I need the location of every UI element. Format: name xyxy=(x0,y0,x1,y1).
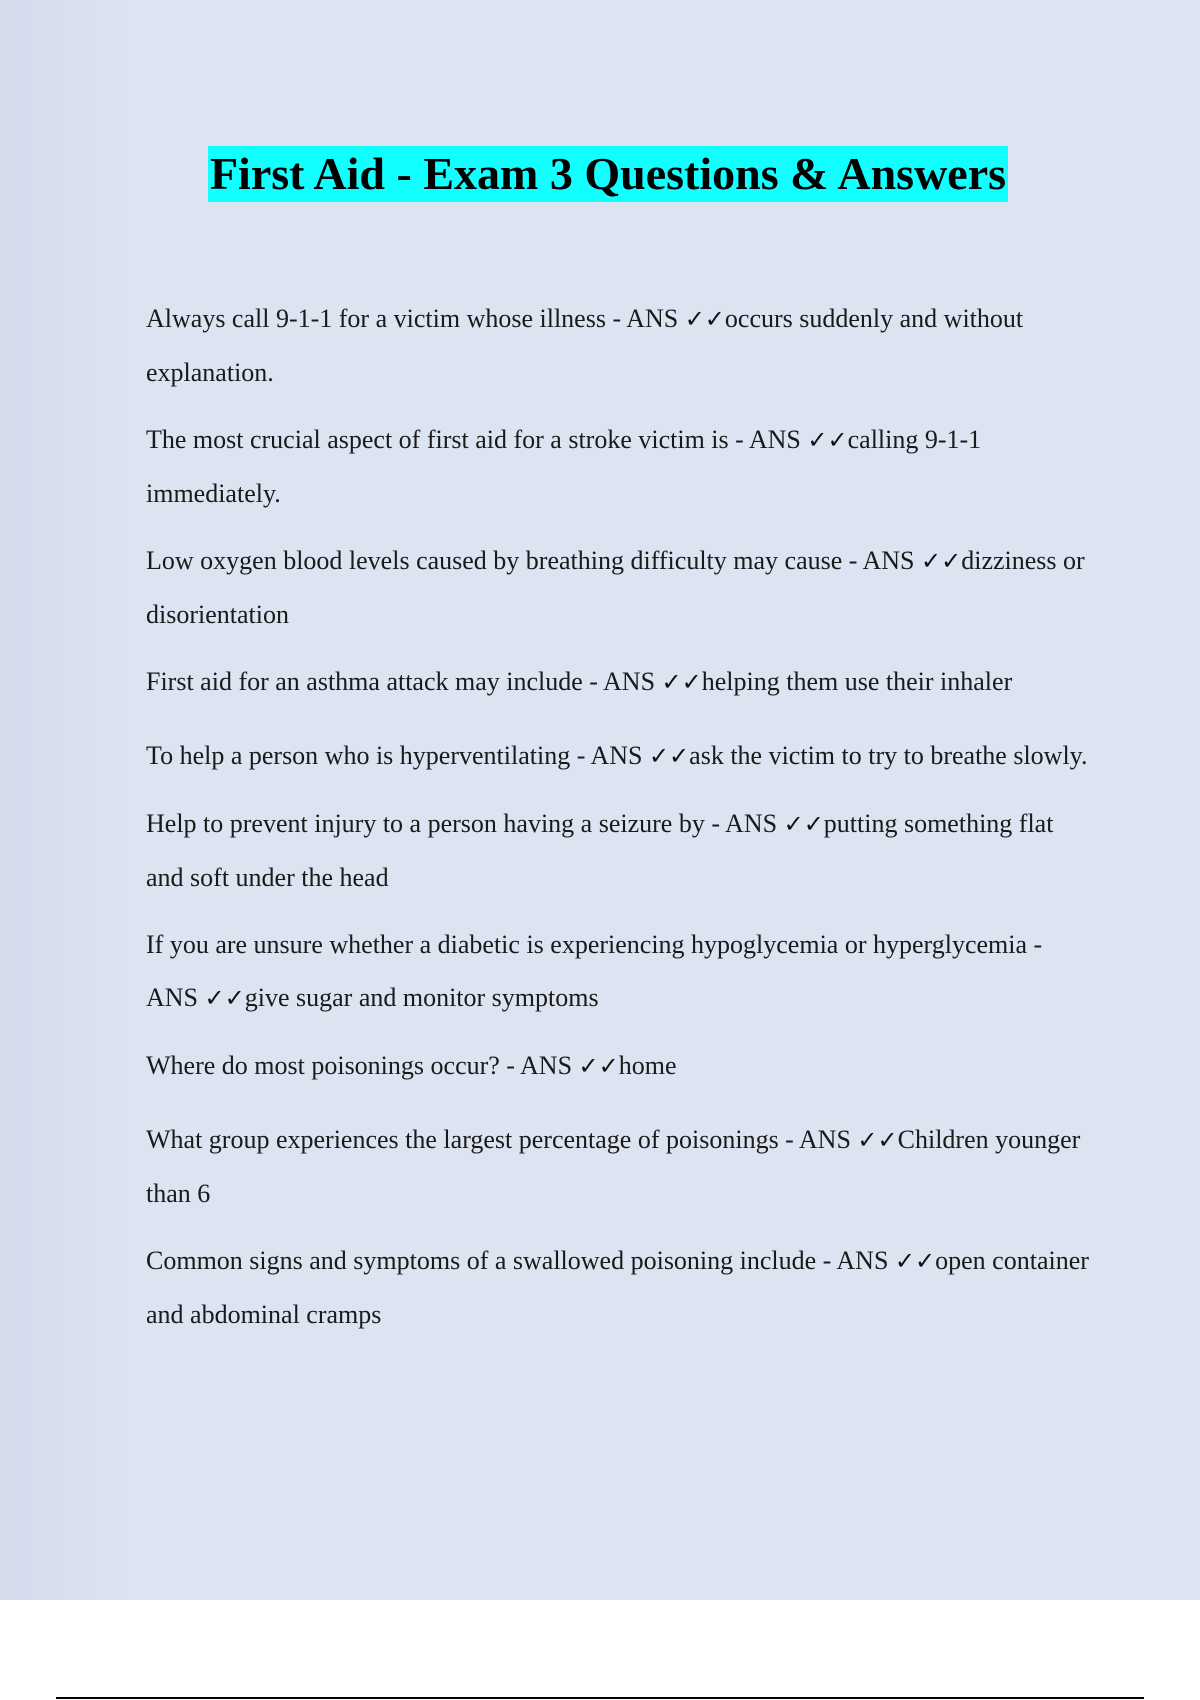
check-mark-icon: ✓✓ xyxy=(204,984,245,1012)
qa-question: Low oxygen blood levels caused by breathing difficulty may cause - ANS xyxy=(146,546,922,575)
qa-item xyxy=(146,729,1096,783)
qa-list xyxy=(146,292,1096,1355)
check-mark-icon: ✓✓ xyxy=(783,810,824,838)
qa-question: What group experiences the largest percentage of poisonings - ANS xyxy=(146,1125,858,1154)
page-shading xyxy=(0,0,130,1600)
qa-question: Common signs and symptoms of a swallowed poisoning include - ANS xyxy=(146,1246,895,1275)
qa-answer: give sugar and monitor symptoms xyxy=(244,983,599,1012)
check-mark-icon: ✓✓ xyxy=(921,547,962,575)
check-mark-icon: ✓✓ xyxy=(648,742,690,770)
footer-divider xyxy=(56,1697,1144,1699)
qa-item xyxy=(146,413,1096,520)
qa-question: First aid for an asthma attack may include - ANS xyxy=(146,667,662,696)
qa-answer: occurs suddenly and without explanation. xyxy=(146,304,1024,387)
qa-answer: dizziness or disorientation xyxy=(146,546,1085,629)
qa-question: The most crucial aspect of first aid for a stroke victim is - ANS xyxy=(146,425,808,454)
qa-item xyxy=(146,655,1096,709)
qa-answer: calling 9-1-1 immediately. xyxy=(146,425,982,508)
check-mark-icon: ✓✓ xyxy=(661,668,702,696)
check-mark-icon: ✓✓ xyxy=(684,305,725,333)
qa-item xyxy=(146,292,1096,399)
qa-answer: open container and abdominal cramps xyxy=(146,1246,1089,1329)
qa-question: Where do most poisonings occur? - ANS xyxy=(146,1051,579,1080)
qa-answer: putting something flat and soft under the head xyxy=(146,809,1054,892)
check-mark-icon: ✓✓ xyxy=(578,1052,619,1080)
qa-item xyxy=(146,918,1096,1025)
qa-question: Always call 9-1-1 for a victim whose illness - ANS xyxy=(146,304,685,333)
qa-question: Help to prevent injury to a person having a seizure by - ANS xyxy=(146,809,784,838)
qa-answer: helping them use their inhaler xyxy=(701,667,1013,696)
qa-item xyxy=(146,1113,1096,1220)
qa-item xyxy=(146,1039,1096,1093)
title-container xyxy=(0,146,1200,202)
qa-question: To help a person who is hyperventilating - ANS xyxy=(146,741,649,770)
qa-answer: ask the victim to try to breathe slowly. xyxy=(689,741,1088,770)
qa-answer: Children younger than 6 xyxy=(146,1125,1081,1208)
qa-item xyxy=(146,1234,1096,1341)
check-mark-icon: ✓✓ xyxy=(807,426,848,454)
qa-item xyxy=(146,534,1096,641)
qa-item xyxy=(146,797,1096,904)
check-mark-icon: ✓✓ xyxy=(894,1247,936,1275)
qa-answer: home xyxy=(618,1051,677,1080)
check-mark-icon: ✓✓ xyxy=(857,1126,898,1154)
qa-question: If you are unsure whether a diabetic is experiencing hypoglycemia or hyperglycemia - ANS xyxy=(146,930,1043,1012)
document-title: First Aid - Exam 3 Questions & Answers xyxy=(208,146,1008,202)
